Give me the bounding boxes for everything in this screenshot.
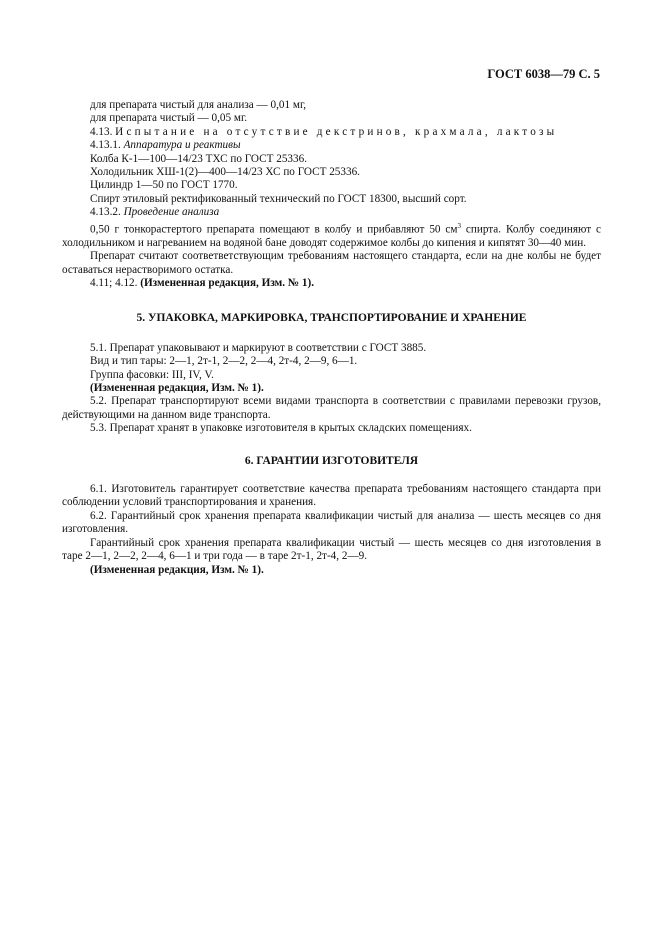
clause-5-1: 5.1. Препарат упаковывают и маркируют в соответствии с ГОСТ 3885. <box>90 341 427 354</box>
amendment-note-6: (Измененная редакция, Изм. № 1). <box>90 563 264 576</box>
clause-title: Испытание на отсутствие декстринов, крахмала, лактозы <box>115 125 558 138</box>
amendment-note-5: (Измененная редакция, Изм. № 1). <box>90 382 264 395</box>
clause-number: 4.13.2. <box>90 206 121 219</box>
clause-number: 4.13. <box>90 125 113 138</box>
clause-4-13-1 <box>62 139 601 152</box>
reagent-flask: Колба К-1—100—14/23 ТХС по ГОСТ 25336. <box>90 152 307 165</box>
clause-5-3: 5.3. Препарат хранят в упаковке изготовителя в крытых складских помещениях. <box>90 422 472 435</box>
container-types: Вид и тип тары: 2—1, 2т-1, 2—2, 2—4, 2т-4, 2—9, 6—1. <box>90 355 358 368</box>
document-body <box>62 99 601 577</box>
clause-6-2: 6.2. Гарантийный срок хранения препарата квалификации чистый для анализа — шесть месяцев со дня изготовления. <box>62 509 601 536</box>
purity-line-analysis: для препарата чистый для анализа — 0,01 мг, <box>90 99 307 111</box>
clause-6-1: 6.1. Изготовитель гарантирует соответствие качества препарата требованиям настоящего стандарта при соблюдении условий транспортирования и хранения. <box>62 483 601 509</box>
analysis-procedure-paragraph: 0,50 г тонкорастертого препарата помещают в колбу и прибавляют 50 $см^3$ спирта. Колбу соединяют с холодильником и нагреванием на водяной бане доводят содержимое колбы до кипения и кипятят 30—40 мин. <box>62 221 602 249</box>
reagent-cylinder: Цилиндр 1—50 по ГОСТ 1770. <box>90 179 238 192</box>
section-5-heading: 5. УПАКОВКА, МАРКИРОВКА, ТРАНСПОРТИРОВАНИЕ И ХРАНЕНИЕ <box>136 312 527 325</box>
reagent-spirit: Спирт этиловый ректификованный технический по ГОСТ 18300, высший сорт. <box>90 192 467 205</box>
acceptance-paragraph: Препарат считают соответветствующим требованиям настоящего стандарта, если на дне колбы не будет оставаться нерастворимого остатка. <box>62 250 601 276</box>
clause-number: 4.13.1. <box>90 139 121 152</box>
purity-line-pure: для препарата чистый — 0,05 мг. <box>90 112 248 125</box>
packing-groups: Группа фасовки: III, IV, V. <box>90 368 214 381</box>
warranty-pure: Гарантийный срок хранения препарата квалификации чистый — шесть месяцев со дня изготовления в таре 2—1, 2—2, 2—4, 6—1 и три года — в таре 2т-1, 2т-4, 2—9. <box>62 536 601 563</box>
clause-5-2: 5.2. Препарат транспортируют всеми видами транспорта в соответствии с правилами перевозки грузов, действующими на данном виде транспорта. <box>62 395 601 421</box>
section-6-heading: 6. ГАРАНТИИ ИЗГОТОВИТЕЛЯ <box>244 454 419 467</box>
clause-title: Аппаратура и реактивы <box>123 139 241 152</box>
amendment-note-4: 4.11; 4.12. (Измененная редакция, Изм. № 1). <box>90 277 315 290</box>
page-header: ГОСТ 6038—79 С. 5 <box>487 67 600 81</box>
clause-4-13 <box>62 126 601 139</box>
reagent-condenser: Холодильник ХШ-1(2)—400—14/23 ХС по ГОСТ 25336. <box>90 166 360 179</box>
clause-4-13-2 <box>62 206 601 219</box>
clause-title: Проведение анализа <box>123 206 220 219</box>
